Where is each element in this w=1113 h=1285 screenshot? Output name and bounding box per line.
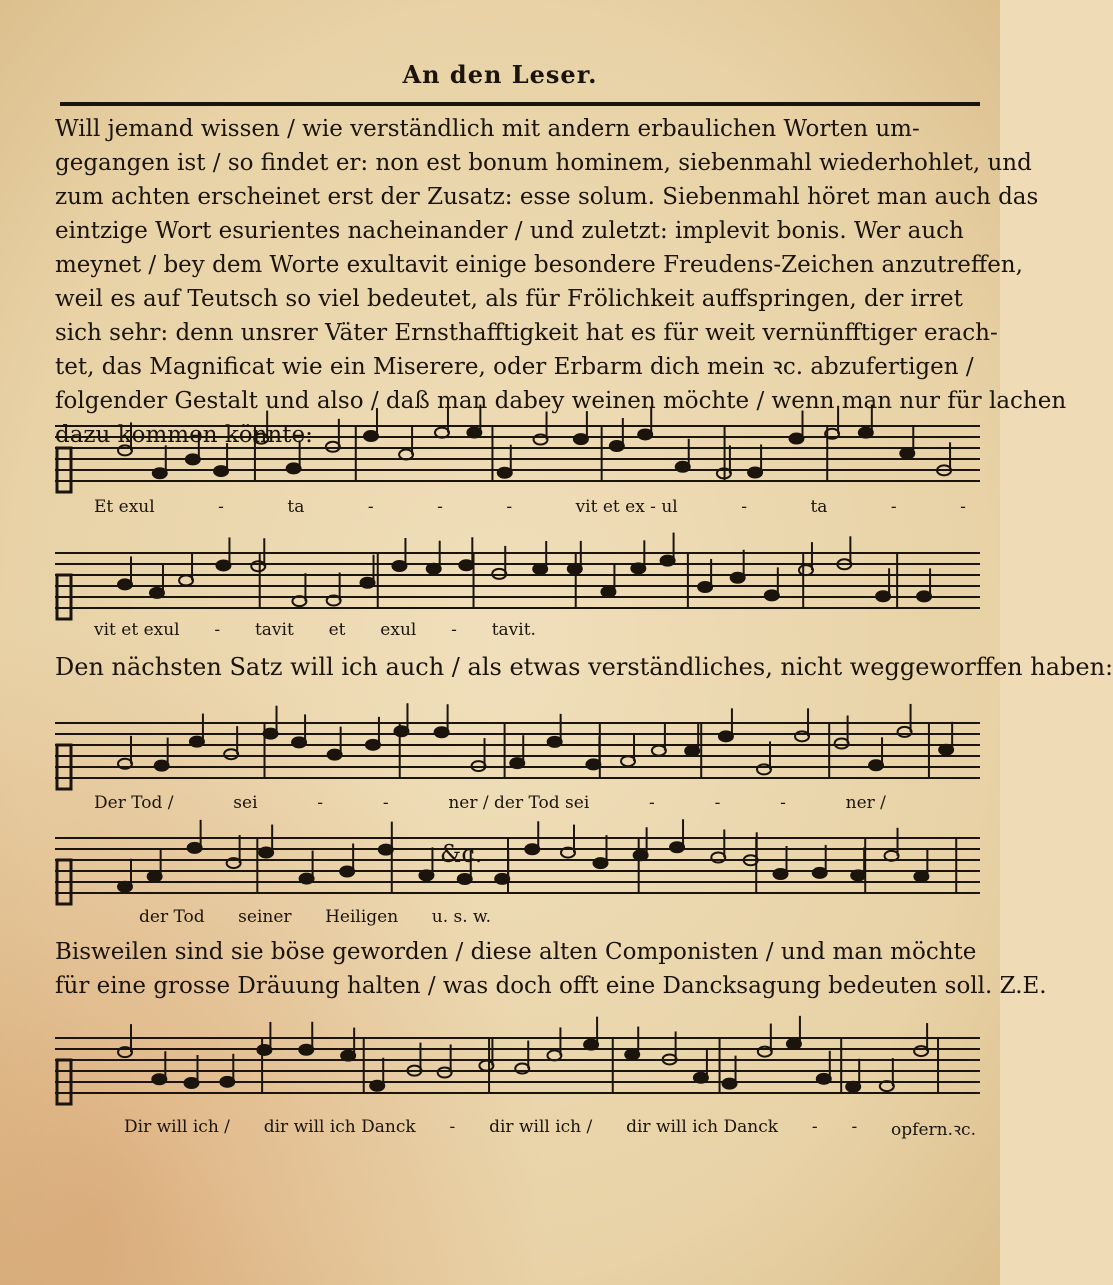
note-head — [254, 434, 268, 444]
lyric-syllable: u. s. w. — [431, 907, 491, 927]
paragraph-line: tet, das Magnificat wie ein Miserere, oder Erbarm dich mein ꝛc. abzufertigen / — [55, 354, 974, 380]
note-head — [224, 749, 238, 759]
lyric-row-4 — [135, 907, 495, 927]
lyric-syllable: - — [960, 497, 966, 517]
note-head — [155, 761, 169, 771]
note-head — [787, 1039, 801, 1049]
paragraph-line: folgender Gestalt und also / daß man dabey weinen möchte / wenn man nur für lachen — [55, 388, 1067, 414]
note-head — [419, 870, 433, 880]
note-head — [625, 1050, 639, 1060]
paragraph-line: für eine grosse Dräuung halten / was doch offt eine Dancksagung bedeuten soll. Z.E. — [55, 973, 1047, 999]
note-head — [259, 848, 273, 858]
lyric-syllable: - — [437, 497, 443, 517]
note-head — [458, 874, 472, 884]
note-head — [366, 740, 380, 750]
note-head — [150, 588, 164, 598]
note-head — [939, 745, 953, 755]
lyric-row-5 — [120, 1117, 980, 1140]
note-head — [392, 561, 406, 571]
note-head — [118, 445, 132, 455]
staff-lines — [55, 715, 980, 795]
lyric-syllable: exul — [380, 620, 417, 640]
note-head — [190, 737, 204, 747]
note-head — [917, 591, 931, 601]
note-head — [817, 1074, 831, 1084]
note-head — [876, 591, 890, 601]
music-staff-1 — [55, 418, 980, 498]
note-head — [427, 564, 441, 574]
paragraph-line: gegangen ist / so findet er: non est bonum hominem, siebenmahl wiederhohlet, und — [55, 150, 1032, 176]
lyric-syllable: - — [367, 497, 374, 517]
note-head — [216, 560, 230, 570]
note-head — [287, 463, 301, 473]
lyric-syllable: der Tod — [139, 907, 205, 927]
note-head — [914, 1046, 928, 1056]
lyric-syllable: dir will ich Danck — [263, 1117, 416, 1137]
lyric-syllable: ner / — [845, 793, 886, 813]
note-head — [364, 431, 378, 441]
lyrics-2 — [90, 620, 540, 640]
note-head — [479, 1061, 493, 1071]
lyrics-1 — [90, 497, 970, 517]
note-head — [869, 760, 883, 770]
note-head — [914, 871, 928, 881]
lyric-syllable: sei — [233, 793, 258, 813]
note-head — [220, 1077, 234, 1087]
lyric-syllable: opfern.ꝛc. — [891, 1120, 976, 1140]
staff-lines — [55, 1030, 980, 1110]
lyric-syllable: - — [317, 793, 324, 813]
header-rule — [60, 102, 980, 106]
note-head — [898, 727, 912, 737]
note-head — [621, 756, 635, 766]
note-head — [525, 844, 539, 854]
note-head — [634, 850, 648, 860]
lyric-syllable: - — [851, 1117, 858, 1137]
music-staff-3 — [55, 715, 980, 795]
lyrics-5 — [120, 1117, 980, 1140]
note-head — [670, 842, 684, 852]
lyric-syllable: - — [506, 497, 513, 517]
note-head — [148, 872, 162, 882]
lyric-row-1 — [90, 497, 970, 517]
note-head — [586, 759, 600, 769]
note-head — [789, 434, 803, 444]
lyric-syllable: - — [714, 793, 721, 813]
lyric-syllable: seiner — [238, 907, 292, 927]
note-head — [757, 764, 771, 774]
note-head — [534, 434, 548, 444]
lyric-syllable: ta — [810, 497, 828, 517]
lyric-syllable: - — [649, 793, 655, 813]
lyric-syllable: Et exul — [94, 497, 155, 517]
note-head — [574, 434, 588, 444]
lyric-syllable: Dir will ich / — [124, 1117, 230, 1137]
note-head — [186, 454, 200, 464]
note-head — [631, 563, 645, 573]
lyric-syllable: tavit. — [491, 620, 536, 640]
lyric-row-2 — [90, 620, 540, 640]
note-head — [459, 560, 473, 570]
note-head — [340, 866, 354, 876]
lyric-syllable: tavit — [254, 620, 294, 640]
note-head — [251, 561, 265, 571]
note-head — [515, 1064, 529, 1074]
note-head — [435, 727, 449, 737]
note-head — [774, 869, 788, 879]
note-head — [152, 1074, 166, 1084]
paragraph-2 — [55, 935, 1047, 1003]
lyrics-3 — [90, 793, 890, 813]
note-head — [264, 729, 278, 739]
paragraph-line: sich sehr: denn unsrer Väter Ernsthafftigkeit hat es für weit vernünfftiger erach- — [55, 320, 998, 346]
lyric-syllable: vit et exul — [94, 620, 180, 640]
staff-lines — [55, 830, 980, 910]
etc-mark: &c. — [440, 840, 483, 868]
note-head — [900, 448, 914, 458]
note-head — [661, 556, 675, 566]
note-head — [438, 1067, 452, 1077]
note-head — [328, 750, 342, 760]
lyric-syllable: Der Tod / — [94, 793, 174, 813]
paragraph-line: eintzige Wort esurientes nacheinander / und zuletzt: implevit bonis. Wer auch — [55, 218, 964, 244]
note-head — [846, 1082, 860, 1092]
note-head — [394, 726, 408, 736]
note-head — [379, 845, 393, 855]
lyric-syllable: dir will ich Danck — [626, 1117, 779, 1137]
note-head — [533, 564, 547, 574]
note-head — [467, 428, 481, 438]
paragraph-line: Bisweilen sind sie böse geworden / diese alten Componisten / und man möchte — [55, 939, 977, 965]
note-head — [813, 868, 827, 878]
paragraph-line: dazu kommen könnte: — [55, 422, 313, 448]
note-head — [685, 746, 699, 756]
lyric-syllable: - — [218, 497, 224, 517]
note-head — [361, 578, 375, 588]
lyric-syllable: vit et ex - ul — [575, 497, 678, 517]
lyric-syllable: - — [451, 620, 457, 640]
note-head — [652, 746, 666, 756]
music-staff-4 — [55, 830, 980, 910]
lyric-syllable: et — [328, 620, 346, 640]
note-head — [184, 1078, 198, 1088]
lyric-syllable: - — [382, 793, 389, 813]
mid-text-line: Den nächsten Satz will ich auch / als etwas verständliches, nicht weggeworffen haben: — [55, 653, 1113, 681]
note-head — [601, 587, 615, 597]
note-head — [610, 441, 624, 451]
note-head — [584, 1040, 598, 1050]
note-head — [292, 737, 306, 747]
paragraph-line: Will jemand wissen / wie verständlich mit andern erbaulichen Worten um- — [55, 116, 920, 142]
lyric-syllable: - — [214, 620, 221, 640]
note-head — [851, 870, 865, 880]
note-head — [748, 468, 762, 478]
note-head — [257, 1045, 271, 1055]
lyric-syllable: ta — [287, 497, 305, 517]
paragraph-line: weil es auf Teutsch so viel bedeutet, als für Frölichkeit auffspringen, der irret — [55, 286, 963, 312]
note-head — [731, 573, 745, 583]
staff-lines — [55, 545, 980, 625]
note-head — [723, 1079, 737, 1089]
note-head — [765, 590, 779, 600]
lyric-syllable: - — [780, 793, 786, 813]
lyric-row-3 — [90, 793, 890, 813]
note-head — [492, 569, 506, 579]
note-head — [495, 874, 509, 884]
note-head — [676, 462, 690, 472]
note-head — [118, 579, 132, 589]
note-head — [179, 575, 193, 585]
music-staff-2 — [55, 545, 980, 625]
note-head — [719, 731, 733, 741]
note-head — [326, 442, 340, 452]
note-head — [214, 466, 228, 476]
note-head — [370, 1081, 384, 1091]
note-head — [568, 564, 582, 574]
lyric-syllable: - — [741, 497, 747, 517]
note-head — [300, 874, 314, 884]
note-head — [859, 428, 873, 438]
lyric-syllable: Heiligen — [325, 907, 399, 927]
staff-lines — [55, 418, 980, 498]
note-head — [694, 1073, 708, 1083]
note-head — [510, 758, 524, 768]
paragraph-line: meynet / bey dem Worte exultavit einige besondere Freudens-Zeichen anzutreffen, — [55, 252, 1023, 278]
note-head — [498, 468, 512, 478]
note-head — [799, 565, 813, 575]
lyric-syllable: dir will ich / — [489, 1117, 593, 1137]
paragraph-1 — [55, 112, 1067, 452]
lyric-syllable: ner / der Tod sei — [448, 793, 590, 813]
lyric-syllable: - — [811, 1117, 818, 1137]
note-head — [638, 429, 652, 439]
lyric-syllable: - — [449, 1117, 456, 1137]
note-head — [795, 731, 809, 741]
note-head — [698, 582, 712, 592]
note-head — [299, 1045, 313, 1055]
note-head — [118, 882, 132, 892]
page-header: An den Leser. — [402, 60, 598, 89]
note-head — [593, 858, 607, 868]
note-head — [835, 739, 849, 749]
note-head — [341, 1051, 355, 1061]
note-head — [547, 1050, 561, 1060]
note-head — [548, 737, 562, 747]
note-head — [153, 468, 167, 478]
lyric-syllable: - — [890, 497, 897, 517]
lyrics-4 — [135, 907, 495, 927]
music-staff-5 — [55, 1030, 980, 1110]
note-head — [188, 843, 202, 853]
paragraph-line: zum achten erscheinet erst der Zusatz: esse solum. Siebenmahl höret man auch das — [55, 184, 1039, 210]
